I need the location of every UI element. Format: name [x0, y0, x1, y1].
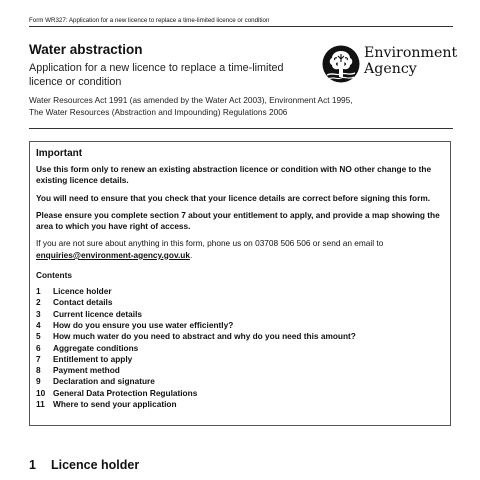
contents-item-label: General Data Protection Regulations — [53, 387, 198, 398]
contents-item-number: 4 — [36, 319, 41, 330]
contents-item-number: 3 — [36, 308, 41, 319]
contents-item-label: How much water do you need to abstract and why do you need this amount? — [53, 331, 356, 342]
environment-agency-emblem-icon — [321, 42, 361, 86]
contents-item — [36, 343, 444, 354]
contents-item-label: Declaration and signature — [53, 376, 155, 387]
contents-item — [36, 354, 444, 365]
contents-item — [36, 365, 444, 376]
header-divider — [29, 128, 453, 129]
logo-wordmark — [364, 46, 457, 77]
contents-item-number: 6 — [36, 342, 41, 353]
environment-agency-logo — [321, 42, 458, 86]
contact-text: If you are not sure about anything in this form, phone us on 03708 506 506 or send an email to — [36, 238, 384, 249]
important-paragraph-1: Use this form only to renew an existing abstraction licence or condition with NO other change to the existing licence details. — [36, 164, 432, 186]
contents-item-number: 9 — [36, 376, 41, 387]
contents-item — [36, 320, 444, 331]
contents-item-number: 5 — [36, 331, 41, 342]
contents-item-label: How do you ensure you use water efficiently? — [53, 319, 234, 330]
contents-item-number: 7 — [36, 353, 41, 364]
contents-item — [36, 309, 444, 320]
contents-item-label: Payment method — [53, 365, 120, 376]
contents-item-number: 8 — [36, 365, 41, 376]
contents-item — [36, 297, 444, 308]
page-title: Water abstraction — [29, 42, 143, 57]
contents-item — [36, 331, 444, 342]
email-link[interactable]: enquiries@environment-agency.gov.uk — [36, 249, 190, 260]
contents-item-label: Aggregate conditions — [53, 342, 139, 353]
contents-list — [36, 286, 444, 410]
contact-paragraph — [36, 238, 444, 261]
important-heading: Important — [36, 148, 83, 159]
contents-item-number: 11 — [36, 399, 45, 410]
contents-item — [36, 388, 444, 399]
contents-item-label: Current licence details — [53, 308, 142, 319]
legislation-text: Water Resources Act 1991 (as amended by the Water Act 2003), Environment Act 1995, The Water Resources (Abstraction and Impounding) Regulations 2006 — [29, 95, 353, 117]
contents-item — [36, 399, 444, 410]
contents-item-label: Licence holder — [53, 286, 112, 297]
logo-text-line2: Agency — [364, 60, 417, 77]
important-paragraph-2: You will need to ensure that you check that your licence details are correct before signing this form. — [36, 192, 431, 203]
contents-item-number: 2 — [36, 297, 41, 308]
contents-item-label: Where to send your application — [53, 399, 177, 410]
contents-item-label: Entitlement to apply — [53, 353, 133, 364]
contents-item — [36, 286, 444, 297]
form-page — [29, 0, 458, 480]
section-heading — [29, 458, 139, 472]
contact-text-end: . — [189, 249, 193, 260]
logo-text-line1: Environment — [364, 45, 458, 61]
contents-item-label: Contact details — [53, 297, 113, 308]
form-reference: Form WR327: Application for a new licence to replace a time-limited licence or condition — [29, 17, 270, 24]
important-paragraph-3: Please ensure you complete section 7 about your entitlement to apply, and provide a map showing the area to which you have right of access. — [36, 209, 440, 232]
important-box — [29, 141, 451, 426]
contents-item — [36, 376, 444, 387]
contents-item-number: 10 — [36, 387, 46, 398]
section-number: 1 — [29, 458, 36, 472]
top-divider — [29, 26, 453, 27]
page-subtitle: Application for a new licence to replace a time-limited licence or condition — [29, 62, 284, 88]
section-title: Licence holder — [51, 458, 140, 472]
contents-heading: Contents — [36, 270, 72, 281]
contents-item-number: 1 — [36, 286, 41, 297]
